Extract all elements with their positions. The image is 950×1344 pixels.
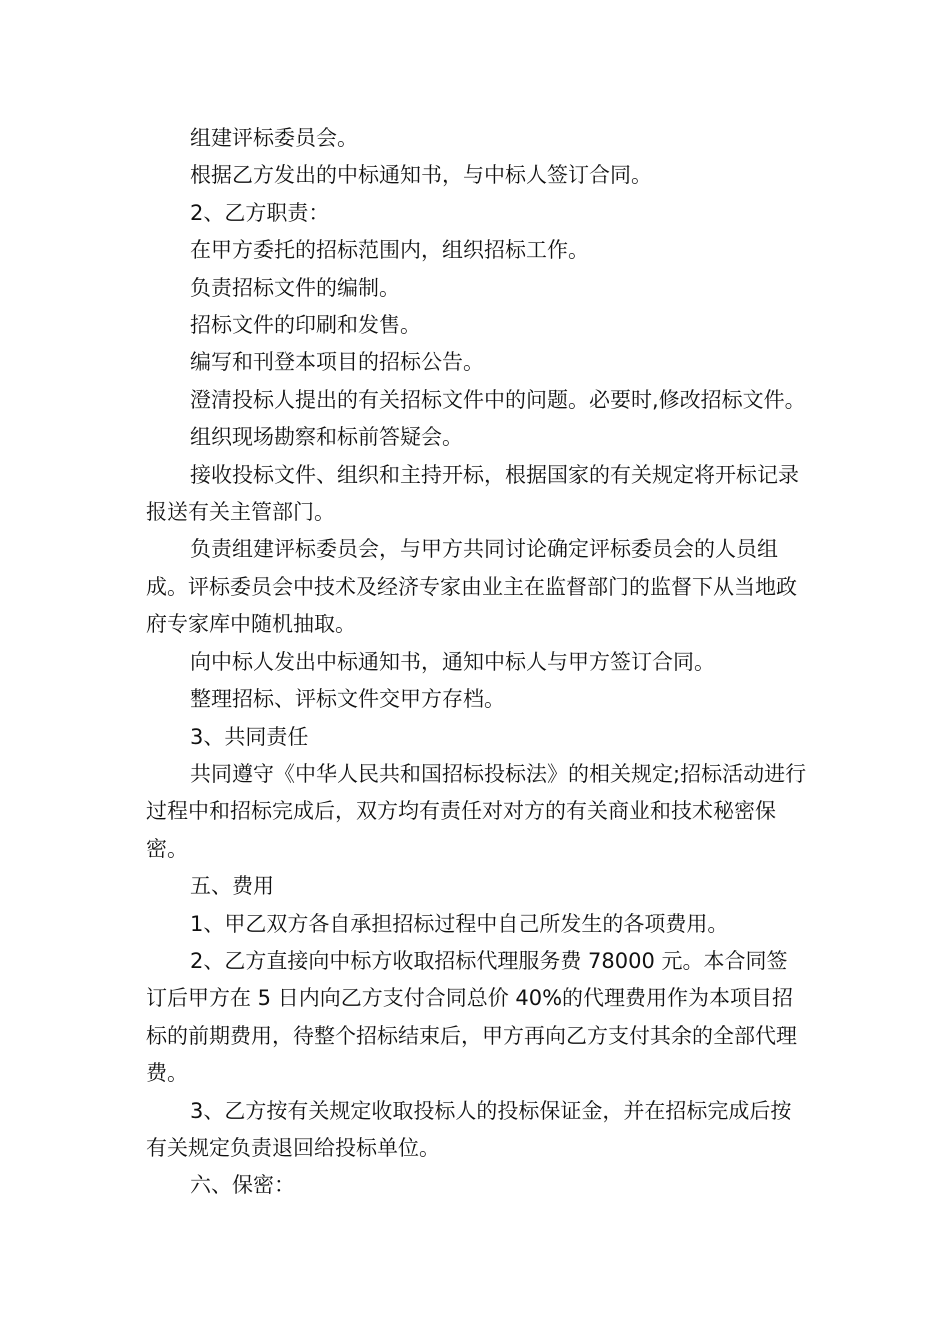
paragraph: 负责组建评标委员会，与甲方共同讨论确定评标委员会的人员组成。评标委员会中技术及经济专家由业主在监督部门的监督下从当地政府专家库中随机抽取。 [146,537,797,637]
paragraph: 招标文件的印刷和发售。 [190,313,421,338]
paragraph: 编写和刊登本项目的招标公告。 [190,350,484,375]
paragraph: 负责招标文件的编制。 [190,275,400,300]
paragraph: 1、甲乙双方各自承担招标过程中自己所发生的各项费用。 [190,911,729,936]
paragraph: 整理招标、评标文件交甲方存档。 [190,687,505,712]
paragraph: 组建评标委员会。 [190,126,358,150]
paragraph: 在甲方委托的招标范围内，组织招标工作。 [190,238,589,263]
paragraph: 2、乙方直接向中标方收取招标代理服务费 78000 元。本合同签订后甲方在 5 日内向乙方支付合同总价 40%的代理费用作为本项目招标的前期费用，待整个招标结束后，甲方再向乙方支付其余的全部代理费。 [146,948,797,1086]
paragraph: 根据乙方发出的中标通知书，与中标人签订合同。 [190,163,652,188]
document-body [146,120,808,1205]
paragraph: 共同遵守《中华人民共和国招标投标法》的相关规定;招标活动进行过程中和招标完成后，双方均有责任对对方的有关商业和技术秘密保密。 [146,761,807,861]
section-heading: 六、保密： [190,1173,295,1198]
paragraph: 组织现场勘察和标前答疑会。 [190,425,463,450]
paragraph: 澄清投标人提出的有关招标文件中的问题。必要时,修改招标文件。 [190,387,806,412]
section-heading: 五、费用 [190,874,274,899]
section-heading: 3、共同责任 [190,724,309,749]
paragraph: 向中标人发出中标通知书，通知中标人与甲方签订合同。 [190,649,715,674]
paragraph: 3、乙方按有关规定收取投标人的投标保证金，并在招标完成后按有关规定负责退回给投标单位。 [146,1098,792,1160]
paragraph: 接收投标文件、组织和主持开标，根据国家的有关规定将开标记录报送有关主管部门。 [146,462,799,525]
paragraph: 2、乙方职责： [190,200,330,225]
